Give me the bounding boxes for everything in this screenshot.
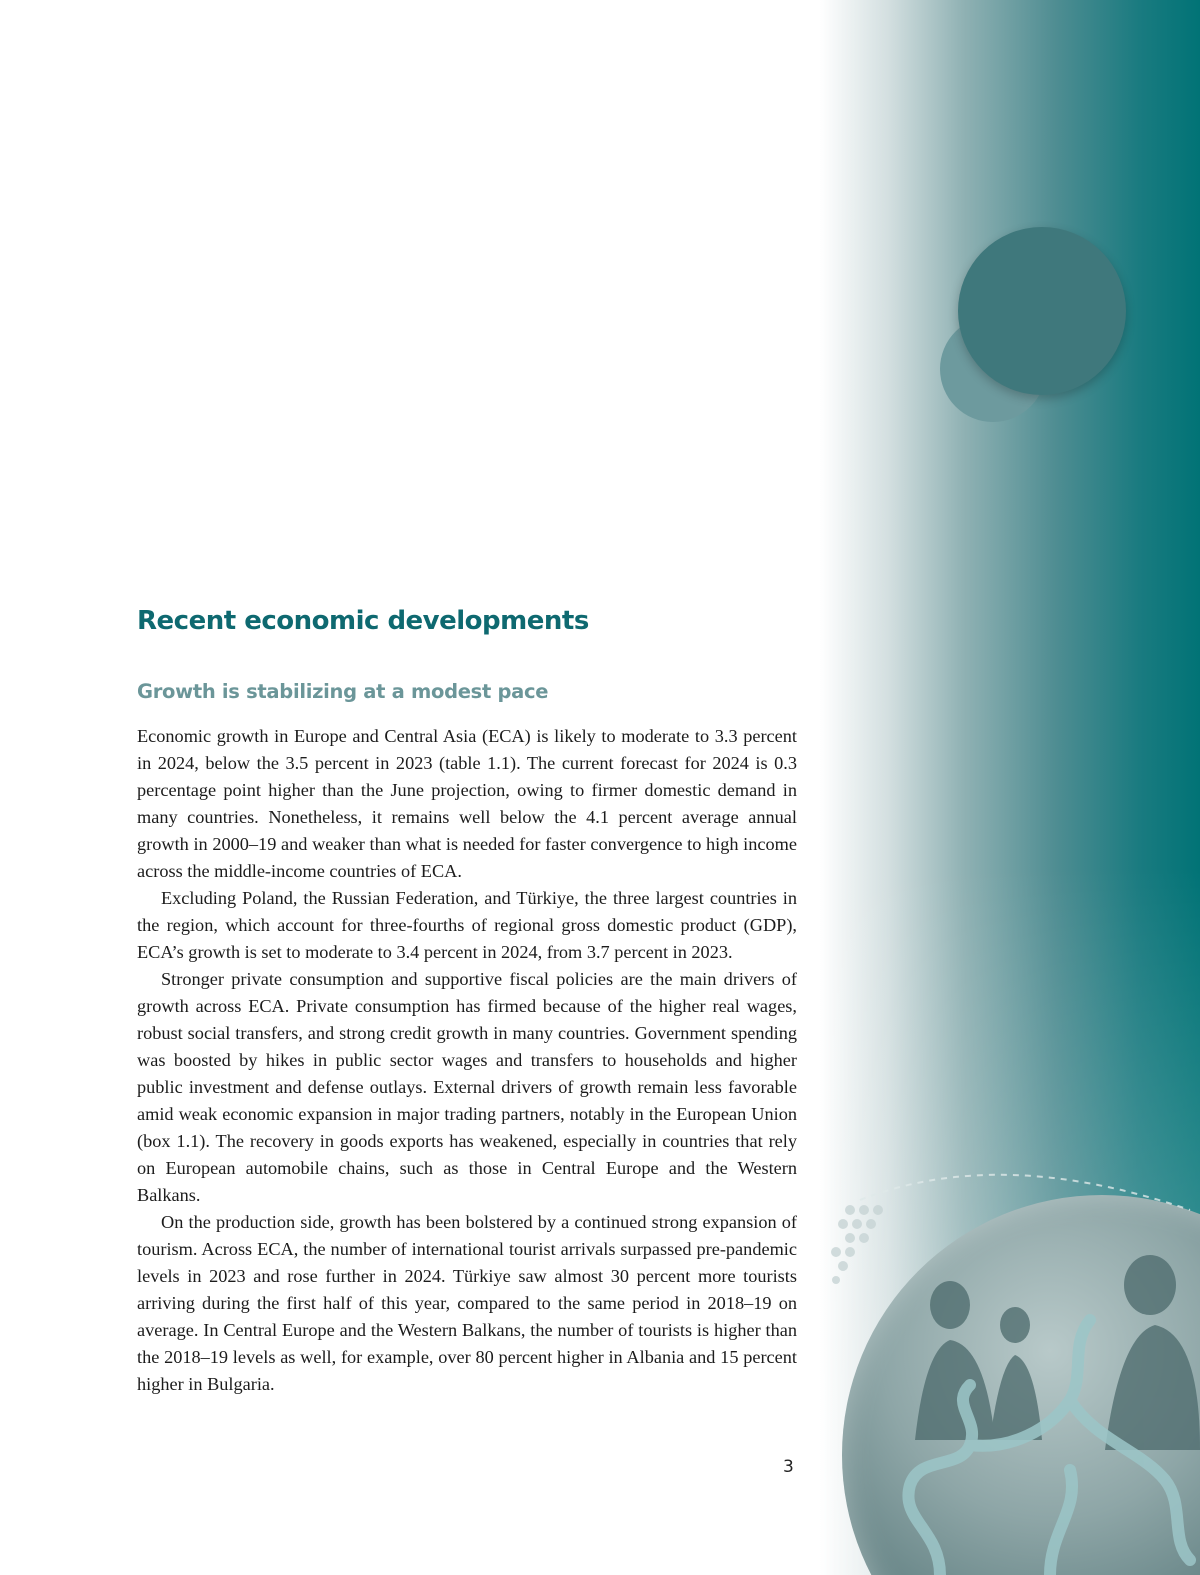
- section-heading: Recent economic developments: [137, 606, 589, 636]
- paragraph: Excluding Poland, the Russian Federation, and Türkiye, the three largest countries in the region, which account for three-fourths of regional gross domestic product (GDP), ECA’s growth is set to moderate to 3.4 percent in 2024, from 3.7 percent in 2023.: [137, 888, 797, 962]
- paragraph: Economic growth in Europe and Central Asia (ECA) is likely to moderate to 3.3 percent in 2024, below the 3.5 percent in 2023 (table 1.1). The current forecast for 2024 is 0.3 percentage point higher than the June projection, owing to firmer domestic demand in many countries. Nonetheless, it remains well below the 4.1 percent average annual growth in 2000–19 and weaker than what is needed for faster convergence to high income across the middle-income countries of ECA.: [137, 726, 797, 881]
- body-text: [137, 723, 797, 1398]
- halftone-dots: [831, 1205, 883, 1284]
- paragraph: On the production side, growth has been bolstered by a continued strong expansion of tourism. Across ECA, the number of international tourist arrivals surpassed pre-pandemic levels in 2023 and rose further in 2024. Türkiye saw almost 30 percent more tourists arriving during the first half of this year, compared to the same period in 2018–19 on average. In Central Europe and the Western Balkans, the number of tourists is higher than the 2018–19 levels as well, for example, over 80 percent higher in Albania and 15 percent higher in Bulgaria.: [137, 1212, 797, 1394]
- decorative-side-panel: [820, 0, 1200, 1575]
- paragraph: Stronger private consumption and supportive fiscal policies are the main drivers of growth across ECA. Private consumption has firmed because of the higher real wages, robust social transfers, and strong credit growth in many countries. Government spending was boosted by hikes in public sector wages and transfers to households and higher public investment and defense outlays. External drivers of growth remain less favorable amid weak economic expansion in major trading partners, notably in the European Union (box 1.1). The recovery in goods exports has weakened, especially in countries that rely on European automobile chains, such as those in Central Europe and the Western Balkans.: [137, 969, 797, 1205]
- section-subheading: Growth is stabilizing at a modest pace: [137, 680, 549, 703]
- puzzle-pattern-overlay: [820, 1150, 1200, 1575]
- page-number: 3: [783, 1457, 794, 1477]
- decorative-circle-large: [958, 227, 1126, 395]
- dashed-arc: [860, 1175, 1190, 1210]
